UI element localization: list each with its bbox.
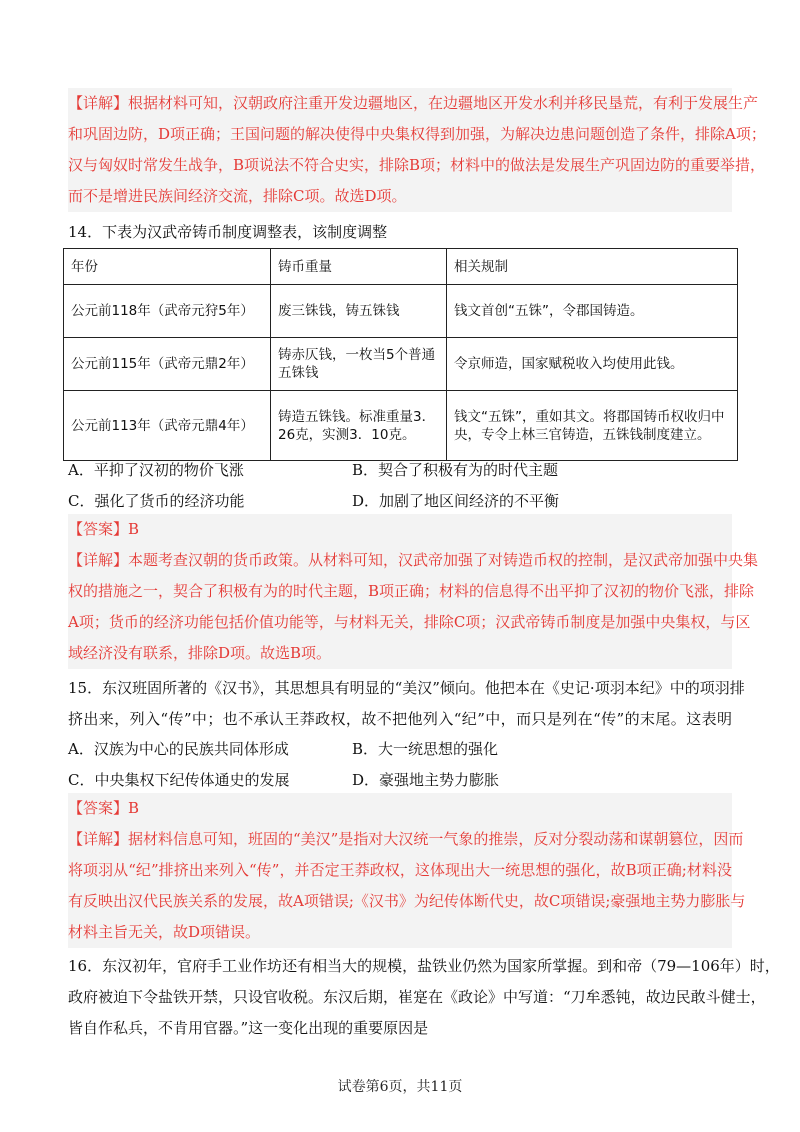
question-text: 皆自作私兵，不肯用官器。”这一变化出现的重要原因是 (68, 1019, 429, 1037)
option-b: B．大一统思想的强化 (352, 740, 499, 758)
option-d: D．豪强地主势力膨胀 (352, 771, 500, 789)
explain-line: 域经济没有联系，排除D项。故选B项。 (68, 644, 332, 662)
q13-explanation (68, 88, 766, 212)
table-cell: 钱文首创“五铢”，令郡国铸造。 (447, 285, 738, 338)
explain-line: 而不是增进民族间经济交流，排除C项。故选D项。 (68, 187, 407, 205)
q16-stem (68, 951, 780, 1044)
q15-answer-explanation (68, 793, 746, 948)
explain-line: 将项羽从“纪”排挤出来列入“传”，并否定王莽政权，这体现出大一统思想的强化，故B项正确;材料没 (68, 861, 732, 879)
table-row (64, 391, 738, 461)
table-row (64, 285, 738, 338)
table-cell: 废三铢钱，铸五铢钱 (271, 285, 447, 338)
explain-line: 汉与匈奴时常发生战争，B项说法不符合史实，排除B项；材料中的做法是发展生产巩固边防的重要举措， (68, 156, 766, 174)
explain-line: A项；货币的经济功能包括价值功能等，与材料无关，排除C项；汉武帝铸币制度是加强中央集权，与区 (68, 613, 751, 631)
option-a: A．汉族为中心的民族共同体形成 (68, 740, 289, 758)
q15-stem (68, 673, 745, 735)
table-cell: 公元前115年（武帝元鼎2年） (64, 338, 271, 391)
explain-line: 和巩固边防，D项正确；王国问题的解决使得中央集权得到加强，为解决边患问题创造了条件，排除A项； (68, 125, 766, 143)
q14-answer-explanation (68, 514, 759, 669)
answer-label: 【答案】B (68, 799, 140, 817)
table-header: 年份 (64, 249, 271, 285)
table-cell: 令京师造，国家赋税收入均使用此钱。 (447, 338, 738, 391)
option-b: B．契合了积极有为的时代主题 (352, 461, 559, 479)
table-header-row (64, 249, 738, 285)
explain-line: 【详解】本题考查汉朝的货币政策。从材料可知，汉武帝加强了对铸造币权的控制，是汉武帝加强中央集 (68, 551, 759, 569)
table-cell: 公元前113年（武帝元鼎4年） (64, 391, 271, 461)
table-cell: 铸造五铢钱。标准重量3．26克，实测3．10克。 (271, 391, 447, 461)
coin-reform-table (63, 248, 738, 461)
answer-label: 【答案】B (68, 520, 140, 538)
page-footer: 试卷第6页，共11页 (337, 1079, 463, 1095)
question-text: 15．东汉班固所著的《汉书》，其思想具有明显的“美汉”倾向。他把本在《史记·项羽本纪》中的项羽排 (68, 679, 745, 697)
explain-line: 【详解】根据材料可知，汉朝政府注重开发边疆地区，在边疆地区开发水利并移民垦荒，有利于发展生产 (68, 94, 759, 112)
table-header: 铸币重量 (271, 249, 447, 285)
table-cell: 铸赤仄钱，一枚当5个普通五铢钱 (271, 338, 447, 391)
option-c: C．中央集权下纪传体通史的发展 (68, 771, 290, 789)
table-row (64, 338, 738, 391)
question-text: 16．东汉初年，官府手工业作坊还有相当大的规模，盐铁业仍然为国家所掌握。到和帝（79—106年）时， (68, 957, 780, 975)
explain-line: 权的措施之一，契合了积极有为的时代主题，B项正确；材料的信息得不出平抑了汉初的物价飞涨，排除 (68, 582, 755, 600)
question-text: 挤出来，列入“传”中；也不承认王莽政权，故不把他列入“纪”中，而只是列在“传”的末尾。这表明 (68, 710, 732, 728)
question-text: 政府被迫下令盐铁开禁，只设官收税。东汉后期，崔寔在《政论》中写道：“刀牟悉钝，故边民敢斗健士， (68, 988, 766, 1006)
q14-stem (68, 217, 732, 248)
question-text: 14．下表为汉武帝铸币制度调整表，该制度调整 (68, 223, 388, 241)
table-cell: 公元前118年（武帝元狩5年） (64, 285, 271, 338)
table-header: 相关规制 (447, 249, 738, 285)
table-cell: 钱文“五铢”，重如其文。将郡国铸币权收归中央，专令上林三官铸造，五铢钱制度建立。 (447, 391, 738, 461)
option-d: D．加剧了地区间经济的不平衡 (352, 492, 560, 510)
explain-line: 【详解】据材料信息可知，班固的“美汉”是指对大汉统一气象的推崇，反对分裂动荡和谋朝篡位，因而 (68, 830, 744, 848)
explain-line: 材料主旨无关，故D项错误。 (68, 923, 261, 941)
option-c: C．强化了货币的经济功能 (68, 492, 245, 510)
explain-line: 有反映出汉代民族关系的发展，故A项错误;《汉书》为纪传体断代史，故C项错误;豪强地主势力膨胀与 (68, 892, 746, 910)
option-a: A．平抑了汉初的物价飞涨 (68, 461, 244, 479)
